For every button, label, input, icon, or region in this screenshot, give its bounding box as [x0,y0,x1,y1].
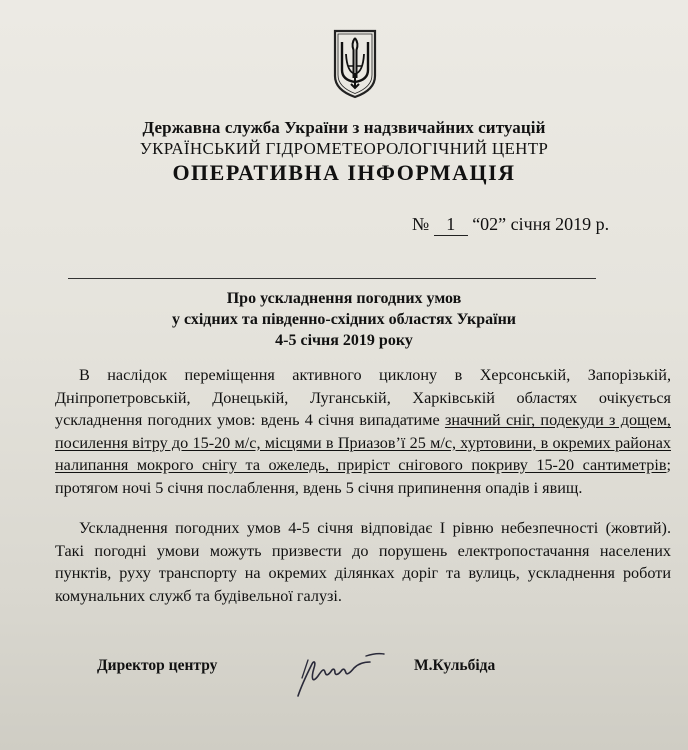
divider-line [68,278,596,279]
agency-name: Державна служба України з надзвичайних ситуацій [142,118,546,137]
number-sign: № [412,214,430,234]
trident-emblem-icon [332,28,378,100]
paragraph-forecast [55,364,671,499]
paragraph-forecast-part-b: ; протягом ночі 5 січня послаблення, вдень 5 січня припинення опадів і явищ. [55,456,671,497]
subject-line-2: у східних та південно-східних областях України [171,311,517,328]
signatory-title: Директор центру [97,657,218,674]
document-day: “02” [472,214,507,234]
document-number-line [412,214,609,236]
paragraph-danger-level: Ускладнення погодних умов 4-5 січня відповідає І рівню небезпечності (жовтий). Такі погодні умови можуть призвести до порушень електропостачання населених пунктів, руху транспорту на окремих ділянках доріг та вулиць, ускладнення роботи комунальних служб та будівельної галузі. [55,519,671,605]
subject-line-3: 4-5 січня 2019 року [275,332,413,349]
signatory-name: М.Кульбіда [414,657,496,674]
document-month-year: січня 2019 р. [510,214,610,234]
document-type-title: ОПЕРАТИВНА ІНФОРМАЦІЯ [172,160,516,185]
document-number: 1 [434,214,468,236]
center-name: УКРАЇНСЬКИЙ ГІДРОМЕТЕОРОЛОГІЧНИЙ ЦЕНТР [139,139,549,158]
subject-line-1: Про ускладнення погодних умов [226,290,462,307]
paragraph-forecast-underlined: значний сніг, подекуди з дощем, посилення вітру до 15-20 м/с, місцями в Приазов’ї 25 м/с, хуртовини, в окремих районах налипання мокрого снігу та ожеледь, приріст снігового покриву 15-20 сантиметрів [55,411,671,474]
handwritten-signature [288,638,388,702]
paragraph-forecast-part-a: В наслідок переміщення активного циклону в Херсонській, Запорізькій, Дніпропетровській, Донецькій, Луганській, Харківській областях очікується ускладнення погодних умов: вдень 4 січня випадатиме [55,366,671,429]
